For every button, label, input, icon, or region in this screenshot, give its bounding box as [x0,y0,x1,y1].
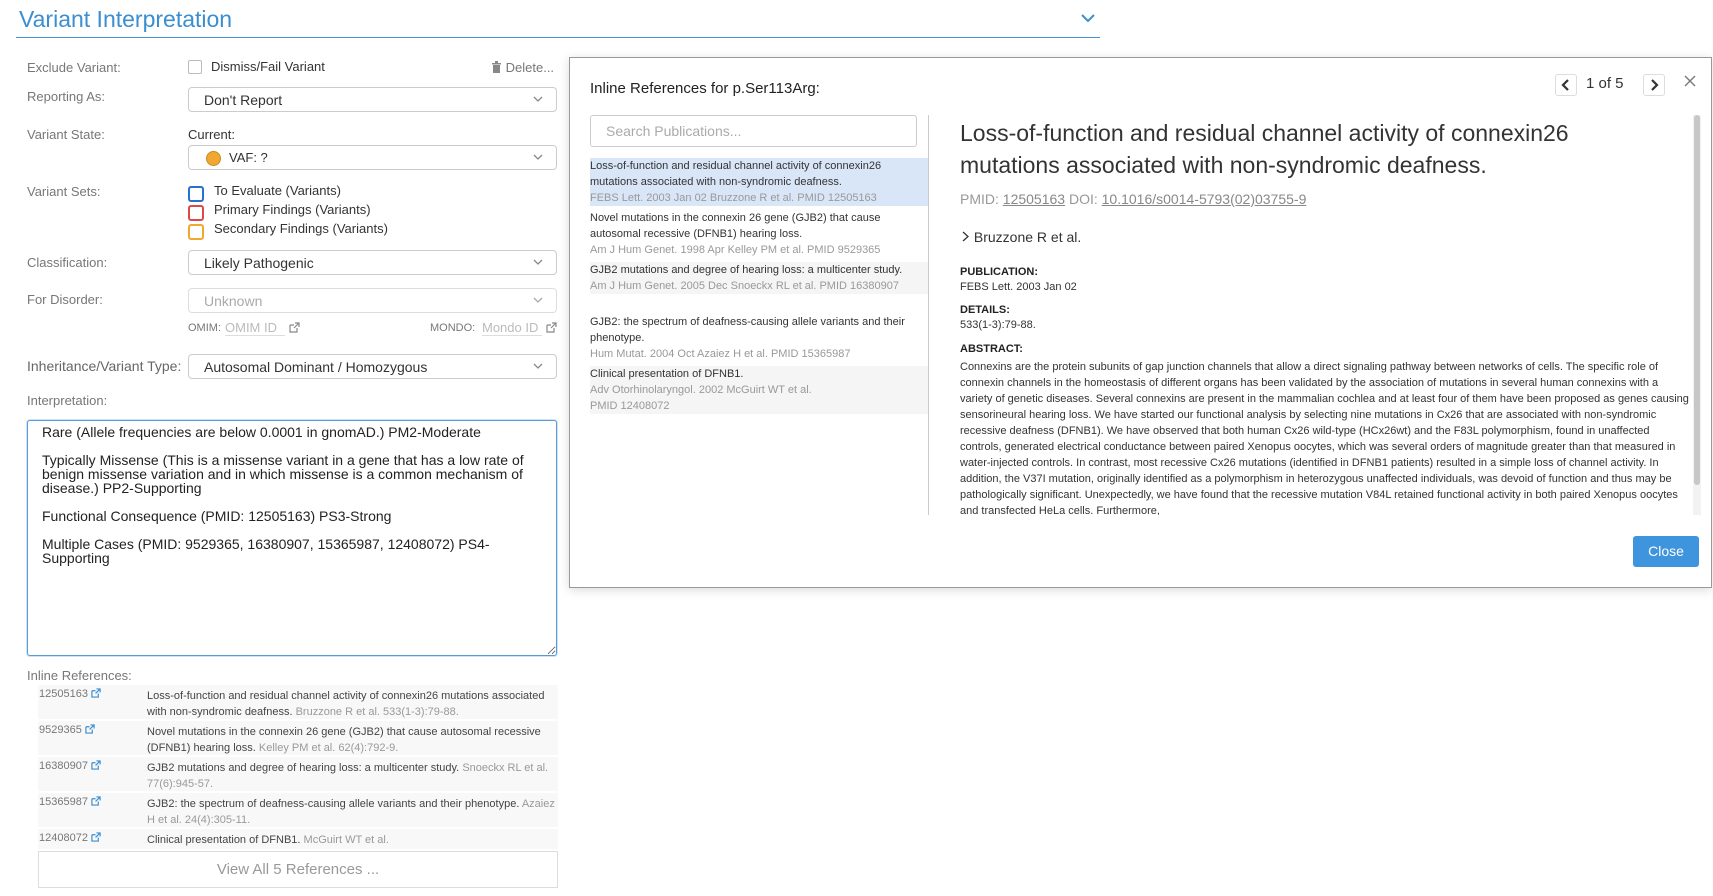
chevron-down-icon [532,360,544,372]
publication-item[interactable] [590,210,928,258]
publication-item[interactable] [590,262,928,294]
ref-pmid-link[interactable] [39,724,95,736]
ref-pmid-link[interactable] [39,796,101,808]
inheritance-label: Inheritance/Variant Type: [27,358,182,374]
publication-meta: Am J Hum Genet. 2005 Dec Snoeckx RL et al. PMID 16380907 [590,280,899,292]
ref-pmid-link[interactable] [39,760,101,772]
chevron-down-icon [532,256,544,268]
delete-label: Delete... [505,60,555,75]
set-label-primary: Primary Findings (Variants) [214,202,371,217]
dismiss-checkbox[interactable] [188,60,202,74]
ref-pmid: 12408072 [39,832,88,844]
pmid-link[interactable]: 12505163 [1002,191,1066,207]
close-icon[interactable] [1683,74,1697,88]
scrollbar-thumb[interactable] [1694,115,1700,485]
external-link-icon [91,796,101,806]
inline-ref-row [38,721,558,755]
pager-text: 1 of 5 [1586,75,1624,92]
pmid-label: PMID: [960,191,999,207]
scrollbar[interactable] [1693,115,1701,515]
ref-meta: McGuirt WT et al. [303,834,389,846]
chevron-down-icon [532,93,544,105]
ref-pmid: 12505163 [39,688,88,700]
exclude-label: Exclude Variant: [27,60,121,75]
external-link-icon [85,724,95,734]
omim-input[interactable]: OMIM ID [225,320,285,336]
modal-title: Inline References for p.Ser113Arg: [590,80,820,97]
view-all-references-button[interactable]: View All 5 References ... [38,851,558,888]
external-link-icon [91,832,101,842]
chevron-right-icon [1644,75,1664,95]
inline-ref-row [38,793,558,827]
reporting-value: Don't Report [204,92,283,108]
publication-title: GJB2: the spectrum of deafness-causing allele variants and their phenotype. [590,316,905,344]
article-ids [960,191,1306,207]
ref-title: Clinical presentation of DFNB1. [147,834,301,846]
publication-pmid: PMID 12408072 [590,400,670,412]
ref-pmid: 16380907 [39,760,88,772]
search-publications-input[interactable]: Search Publications... [590,115,917,147]
details-heading: DETAILS: [960,304,1010,316]
external-link-icon [91,760,101,770]
disorder-select[interactable] [188,288,557,313]
inline-ref-row [38,685,558,719]
authors-toggle[interactable] [960,229,1081,245]
ref-meta: Snoeckx RL et al. 77(6):945-57. [147,762,549,790]
publication-heading: PUBLICATION: [960,266,1039,278]
disorder-label: For Disorder: [27,292,103,307]
set-label-secondary: Secondary Findings (Variants) [214,221,388,236]
close-button[interactable]: Close [1633,536,1699,567]
ref-description [147,832,557,848]
ref-description [147,724,557,756]
previous-button[interactable] [1555,74,1577,96]
ref-title: GJB2: the spectrum of deafness-causing allele variants and their phenotype. [147,798,520,810]
abstract-heading: ABSTRACT: [960,343,1023,355]
chevron-down-icon [532,151,544,163]
publication-title: Loss-of-function and residual channel activity of connexin26 mutations associated with non-syndromic deafness. [590,160,882,188]
trash-icon [491,61,502,73]
ref-pmid: 9529365 [39,724,82,736]
set-checkbox-secondary[interactable] [188,224,204,240]
state-label: Variant State: [27,127,105,142]
ref-pmid-link[interactable] [39,688,101,700]
article-title: Loss-of-function and residual channel activity of connexin26 mutations associated with non-syndromic deafness. [960,120,1569,178]
ref-meta: Azaiez H et al. 24(4):305-11. [147,798,555,826]
classification-value: Likely Pathogenic [204,255,314,271]
publication-value: FEBS Lett. 2003 Jan 02 [960,281,1077,293]
publication-meta: Adv Otorhinolaryngol. 2002 McGuirt WT et al. [590,384,812,396]
ref-pmid-link[interactable] [39,832,101,844]
doi-link[interactable]: 10.1016/s0014-5793(02)03755-9 [1101,191,1307,207]
abstract-text: Connexins are the protein subunits of gap junction channels that allow a direct signaling pathway between networks of cells. The specific role of connexin channels in the homeostasis of different organs has been validated by the association of mutations in several human connexins with a variety of genetic diseases. Several connexins are present in the mammalian cochlea and at least four of them have been proposed as genes causing sensorineural hearing loss. We have started our functional analysis by selecting nine mutations in Cx26 that are associated with non-syndromic recessive deafness (DFNB1). We have observed that both human Cx26 wild-type (HCx26wt) and the F83L polymorphism, found in unaffected controls, generated electrical conductance between paired Xenopus oocytes, which was several orders of magnitude greater than that measured in water-injected controls. In contrast, most recessive Cx26 mutations (identified in DFNB1 patients) resulted in a simple loss of channel activity. In addition, the V37I mutation, originally identified as a polymorphism in heterozygous unaffected individuals, was devoid of function and thus may be pathologically significant. Unexpectedly, we have found that the recessive mutation V84L retained functional activity in both paired Xenopus oocytes and transfected HeLa cells. Furthermore, [960,361,1689,515]
chevron-right-icon [960,231,970,242]
publication-meta: Am J Hum Genet. 1998 Apr Kelley PM et al. PMID 9529365 [590,244,881,256]
current-label: Current: [188,127,235,142]
sets-label: Variant Sets: [27,184,101,199]
set-checkbox-primary[interactable] [188,205,204,221]
publication-item[interactable] [590,366,928,414]
delete-button[interactable] [491,60,554,75]
dismiss-label: Dismiss/Fail Variant [211,59,325,74]
omim-label: OMIM: [188,322,221,334]
state-color-dot [206,151,221,166]
ref-title: GJB2 mutations and degree of hearing loss: a multicenter study. [147,762,460,774]
panel-divider [928,115,929,515]
publication-meta: Hum Mutat. 2004 Oct Azaiez H et al. PMID 15365987 [590,348,851,360]
section-title: Variant Interpretation [19,6,233,32]
reporting-label: Reporting As: [27,89,106,104]
mondo-label: MONDO: [430,322,476,334]
external-link-icon[interactable] [546,322,557,333]
reporting-select[interactable] [188,87,557,112]
chevron-down-icon[interactable] [1080,10,1096,26]
classification-label: Classification: [27,255,108,270]
ref-description [147,760,557,792]
next-button[interactable] [1643,74,1665,96]
mondo-input[interactable]: Mondo ID [482,320,542,336]
doi-label: DOI: [1068,191,1098,207]
ref-meta: Kelley PM et al. 62(4):792-9. [258,742,399,754]
publication-item-selected[interactable] [590,158,928,206]
inline-refs-label: Inline References: [27,668,132,683]
publication-item[interactable] [590,314,928,362]
inheritance-value: Autosomal Dominant / Homozygous [204,359,428,375]
inheritance-select[interactable] [188,354,557,379]
publication-title: Novel mutations in the connexin 26 gene (GJB2) that cause autosomal recessive (DFNB1) hearing loss. [590,212,881,240]
ref-description [147,688,557,720]
set-label-to-evaluate: To Evaluate (Variants) [214,183,341,198]
publication-title: GJB2 mutations and degree of hearing loss: a multicenter study. [590,264,903,276]
section-header[interactable] [16,0,1100,38]
chevron-down-icon [532,294,544,306]
publication-meta: FEBS Lett. 2003 Jan 02 Bruzzone R et al. PMID 12505163 [590,192,877,204]
ref-description [147,796,557,828]
inline-references-modal [569,57,1712,588]
state-value: VAF: ? [229,150,268,165]
authors-text: Bruzzone R et al. [973,229,1082,245]
inline-ref-row [38,757,558,791]
state-select[interactable] [188,145,557,170]
ref-pmid: 15365987 [39,796,88,808]
interpretation-textarea[interactable] [27,420,557,656]
publication-title: Clinical presentation of DFNB1. [590,368,744,380]
external-link-icon [91,688,101,698]
classification-select[interactable] [188,250,557,275]
set-checkbox-to-evaluate[interactable] [188,186,204,202]
inline-ref-row [38,829,558,849]
ref-title: Novel mutations in the connexin 26 gene (GJB2) that cause autosomal recessive (DFNB1) hearing loss. [147,726,541,754]
ref-meta: Bruzzone R et al. 533(1-3):79-88. [295,706,459,718]
interpretation-label: Interpretation: [27,393,108,408]
disorder-placeholder: Unknown [204,293,263,309]
ref-title: Loss-of-function and residual channel activity of connexin26 mutations associated with non-syndromic deafness. [147,690,545,718]
external-link-icon[interactable] [289,322,300,333]
chevron-left-icon [1556,75,1576,95]
details-value: 533(1-3):79-88. [960,319,1036,331]
